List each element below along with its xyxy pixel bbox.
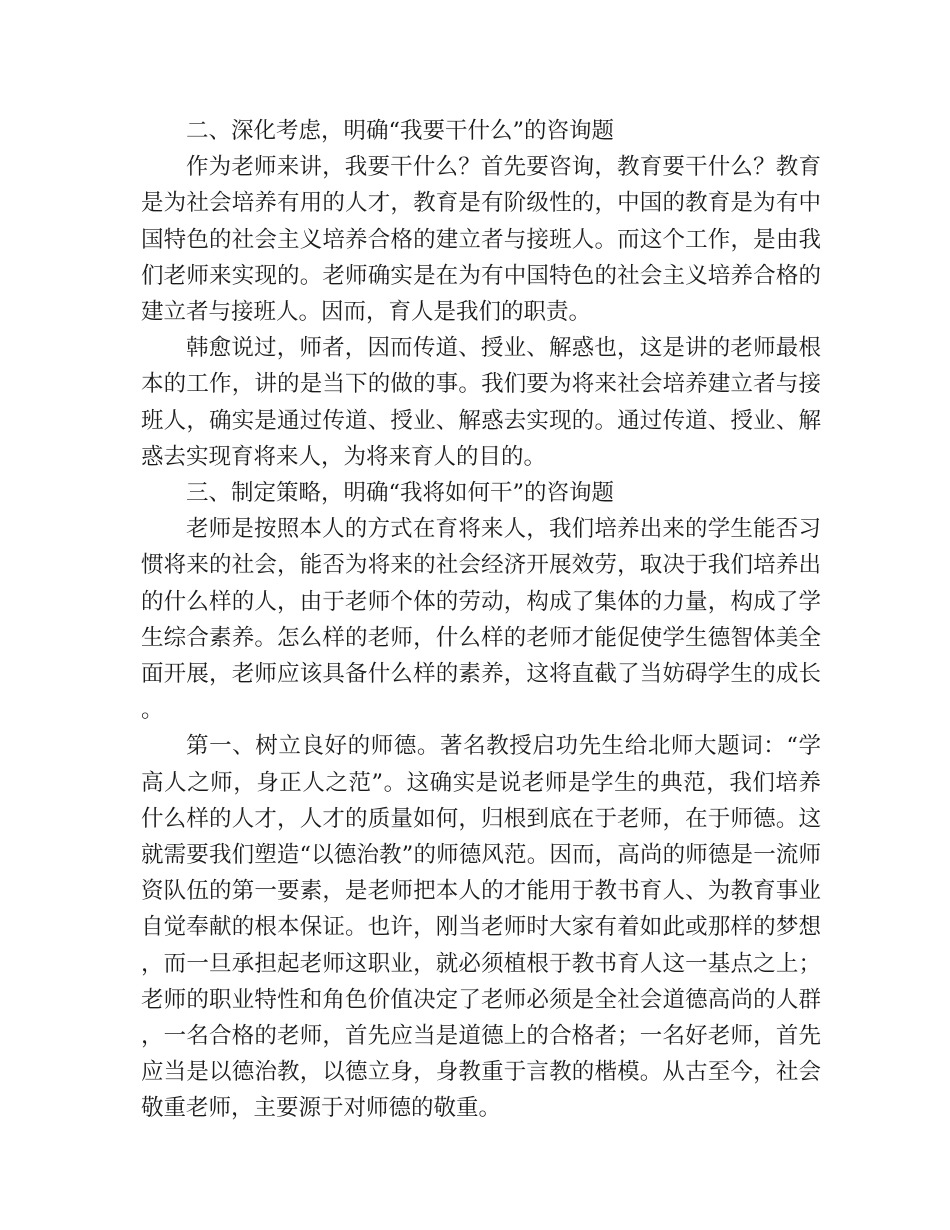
section-heading-2: 二、深化考虑，明确“我要干什么”的咨询题	[186, 118, 615, 144]
body-paragraph: 老师是按照本人的方式在育将来人，我们培养出来的学生能否习惯将来的社会，能否为将来的社会经济开展效劳，取决于我们培养出的什么样的人，由于老师个体的劳动，构成了集体的力量，构成了学生综合素养。怎么样的老师，什么样的老师才能促使学生德智体美全面开展，老师应该具备什么样的素养，这将直截了当妨碍学生的成长。	[141, 516, 821, 724]
document-body	[141, 113, 821, 1127]
section-heading-3: 三、制定策略，明确“我将如何干”的咨询题	[186, 480, 615, 507]
body-paragraph: 作为老师来讲，我要干什么？首先要咨询，教育要干什么？教育是为社会培养有用的人才，教育是有阶级性的，中国的教育是为有中国特色的社会主义培养合格的建立者与接班人。而这个工作，是由我们老师来实现的。老师确实是在为有中国特色的社会主义培养合格的建立者与接班人。因而，育人是我们的职责。	[141, 154, 821, 326]
body-paragraph: 第一、树立良好的师德。著名教授启功先生给北师大题词：“学高人之师，身正人之范”。这确实是说老师是学生的典范，我们培养什么样的人才，人才的质量如何，归根到底在于老师，在于师德。这就需要我们塑造“以德治教”的师德风范。因而，高尚的师德是一流师资队伍的第一要素，是老师把本人的才能用于教书育人、为教育事业自觉奉献的根本保证。也许，刚当老师时大家有着如此或那样的梦想，而一旦承担起老师这职业，就必须植根于教书育人这一基点之上；老师的职业特性和角色价值决定了老师必须是全社会道德高尚的人群，一名合格的老师，首先应当是道德上的合格者；一名好老师，首先应当是以德治教，以德立身，身教重于言教的楷模。从古至今，社会敬重老师，主要源于对师德的敬重。	[141, 733, 821, 1122]
body-paragraph: 韩愈说过，师者，因而传道、授业、解惑也，这是讲的老师最根本的工作，讲的是当下的做的事。我们要为将来社会培养建立者与接班人，确实是通过传道、授业、解惑去实现的。通过传道、授业、解惑去实现育将来人，为将来育人的目的。	[141, 335, 821, 470]
